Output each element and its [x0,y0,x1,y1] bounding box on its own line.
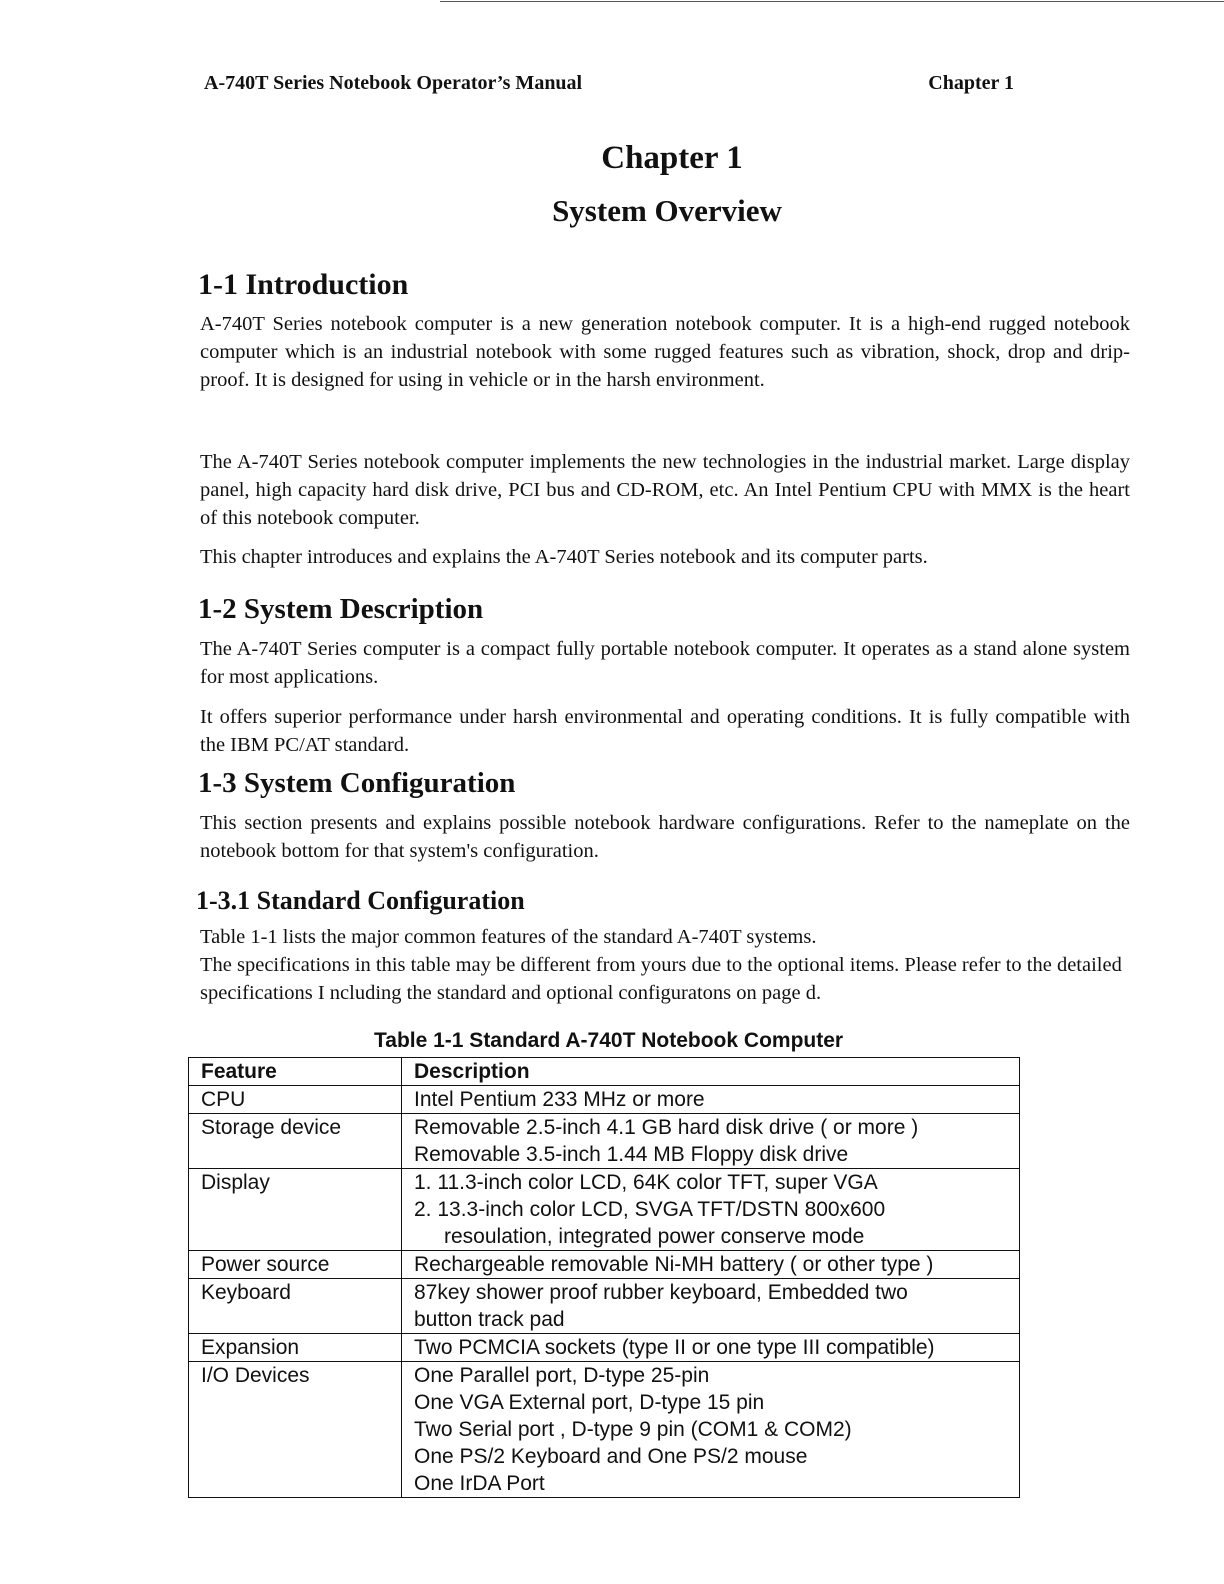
description-cell [402,1169,1020,1251]
chapter-number: Chapter 1 [601,140,743,176]
table-row [189,1279,1020,1334]
table-row [189,1251,1020,1279]
table-row [189,1362,1020,1498]
section-heading-introduction: 1-1 Introduction [198,268,409,301]
description-cell [402,1251,1020,1279]
description-line: Rechargeable removable Ni-MH battery ( or other type ) [414,1253,934,1276]
running-header [204,72,1014,98]
feature-cell: I/O Devices [189,1362,402,1498]
column-header-description: Description [402,1058,1020,1086]
table-header-row [189,1058,1020,1086]
description-line: Intel Pentium 233 MHz or more [414,1088,705,1111]
description-line: Two Serial port , D-type 9 pin (COM1 & COM2) [414,1418,852,1441]
description-line: Removable 2.5-inch 4.1 GB hard disk drive ( or more ) [414,1116,919,1139]
description-line: One IrDA Port [414,1472,545,1495]
description-cell [402,1334,1020,1362]
description-line: One VGA External port, D-type 15 pin [414,1391,765,1414]
paragraph: This section presents and explains possible notebook hardware configurations. Refer to the nameplate on the notebook bottom for that system's configuration. [200,812,1130,862]
paragraph: A-740T Series notebook computer is a new generation notebook computer. It is a high-end rugged notebook computer which is an industrial notebook with some rugged features such as vibration, shock, drop and drip-proof. It is designed for using in vehicle or in the harsh environment. [200,313,1130,391]
description-line: 87key shower proof rubber keyboard, Embedded two [414,1281,908,1304]
feature-cell: CPU [189,1086,402,1114]
paragraph: The A-740T Series notebook computer implements the new technologies in the industrial market. Large display panel, high capacity hard disk drive, PCI bus and CD-ROM, etc. An Intel Pentium CPU with MMX is the heart of this notebook computer. [200,451,1130,529]
description-cell [402,1086,1020,1114]
table-row [189,1086,1020,1114]
table-row [189,1169,1020,1251]
feature-cell: Keyboard [189,1279,402,1334]
column-header-feature: Feature [189,1058,402,1086]
description-line: Removable 3.5-inch 1.44 MB Floppy disk drive [414,1143,849,1166]
description-cell [402,1362,1020,1498]
description-line: resoulation, integrated power conserve mode [444,1225,865,1248]
section-heading-system-configuration: 1-3 System Configuration [198,767,516,799]
description-line: 2. 13.3-inch color LCD, SVGA TFT/DSTN 800x600 [414,1198,886,1221]
description-line: 1. 11.3-inch color LCD, 64K color TFT, super VGA [414,1171,878,1194]
paragraph: The specifications in this table may be different from yours due to the optional items. Please refer to the detailed specifications I ncluding the standard and optional configuratons on page d. [200,954,1122,1004]
table-caption: Table 1-1 Standard A-740T Notebook Computer [374,1029,844,1052]
description-line: One Parallel port, D-type 25-pin [414,1364,710,1387]
chapter-title: System Overview [552,193,782,228]
chapter-label: Chapter 1 [928,72,1014,94]
description-cell [402,1114,1020,1169]
feature-cell: Expansion [189,1334,402,1362]
subsection-heading-standard-configuration: 1-3.1 Standard Configuration [196,886,525,915]
specification-table [188,1057,1020,1498]
paragraph: Table 1-1 lists the major common features of the standard A-740T systems. [200,926,817,948]
feature-cell: Display [189,1169,402,1251]
paragraph: This chapter introduces and explains the A-740T Series notebook and its computer parts. [200,546,928,568]
manual-title: A-740T Series Notebook Operator’s Manual [204,72,583,94]
top-rule [440,1,1224,2]
feature-cell: Storage device [189,1114,402,1169]
description-cell [402,1279,1020,1334]
description-line: button track pad [414,1308,565,1331]
section-heading-system-description: 1-2 System Description [198,593,484,625]
description-line: One PS/2 Keyboard and One PS/2 mouse [414,1445,808,1468]
feature-cell: Power source [189,1251,402,1279]
description-line: Two PCMCIA sockets (type II or one type III compatible) [414,1336,935,1359]
table-row [189,1114,1020,1169]
table-row [189,1334,1020,1362]
paragraph: The A-740T Series computer is a compact fully portable notebook computer. It operates as a stand alone system for most applications. [200,638,1130,688]
paragraph: It offers superior performance under harsh environmental and operating conditions. It is fully compatible with the IBM PC/AT standard. [200,706,1130,756]
